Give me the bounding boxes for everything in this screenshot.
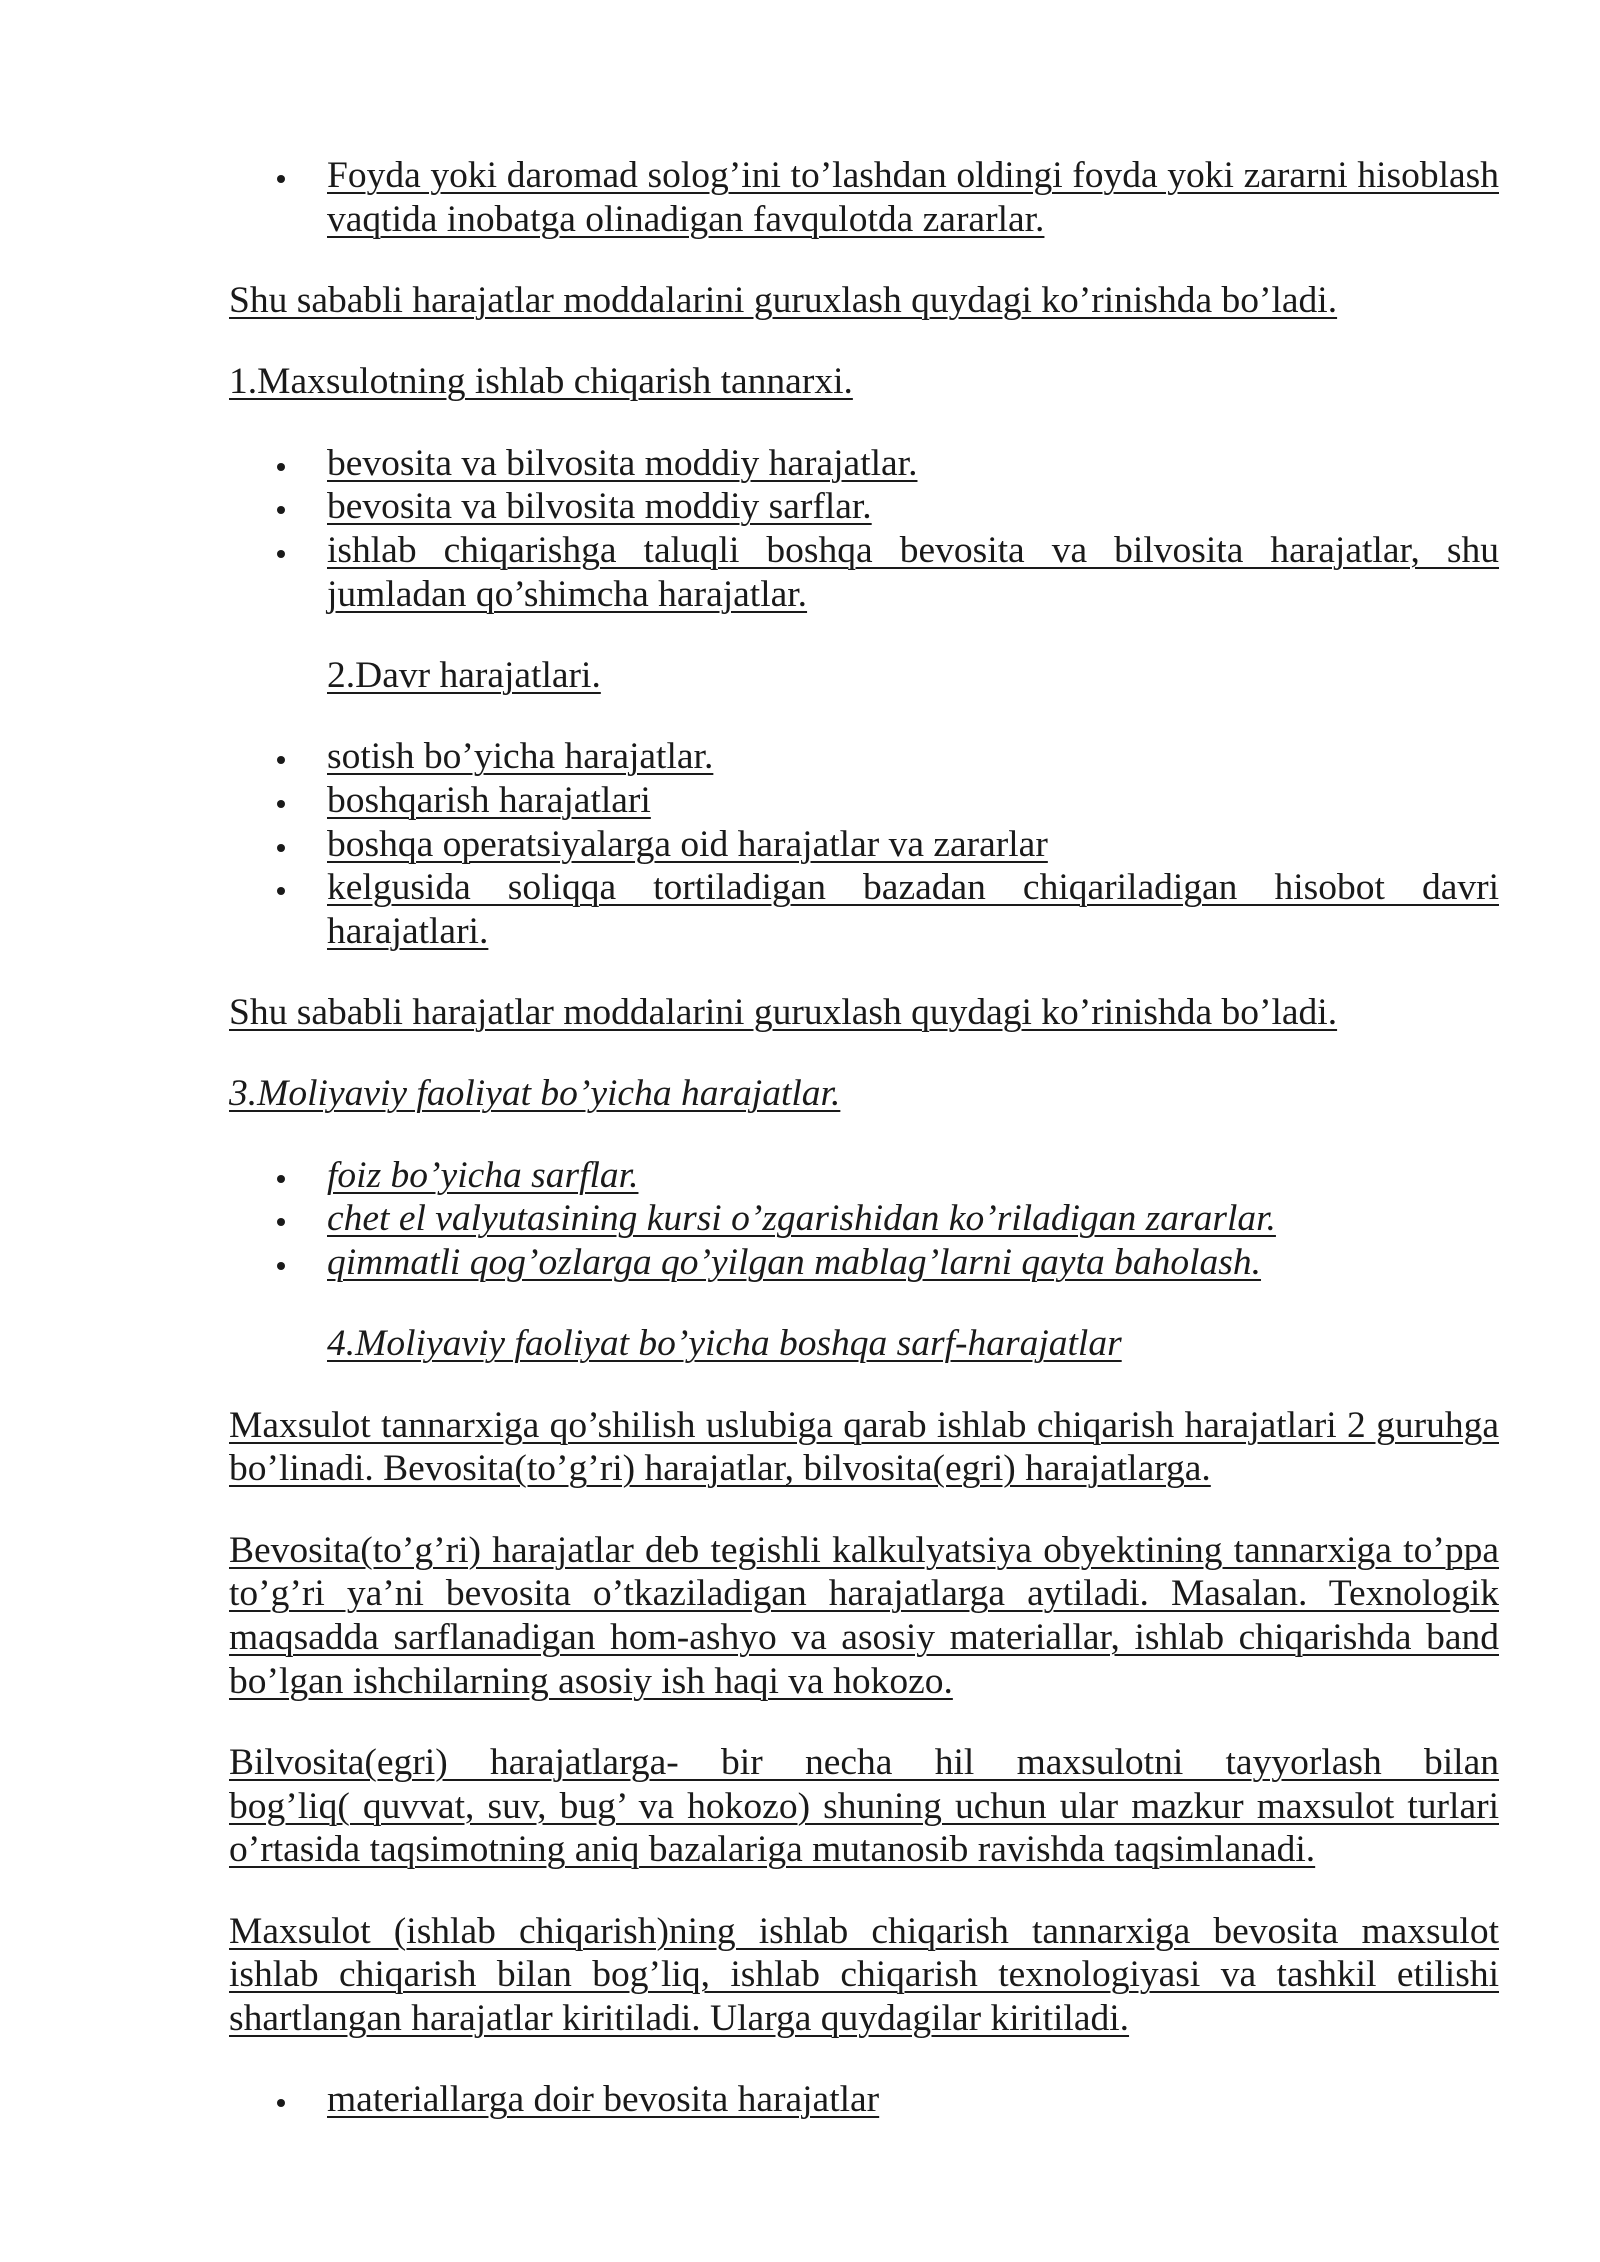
bullet-line: foiz bo’yicha sarflar. — [327, 1154, 639, 1196]
bullet-item — [327, 485, 1499, 529]
paragraph-line: maqsadda sarflanadigan hom-ashyo va asosiy materiallar, ishlab chiqarishda band — [229, 1617, 1499, 1659]
paragraph-line: Maxsulot tannarxiga qo’shilish uslubiga qarab ishlab chiqarish harajatlari 2 guruhga — [229, 1404, 1499, 1446]
bullet-dot — [277, 1175, 285, 1183]
bullet-line: kelgusida soliqqa tortiladigan bazadan chiqariladigan hisobot davri — [327, 867, 1499, 909]
bullet-line: sotish bo’yicha harajatlar. — [327, 736, 714, 778]
bullet-dot — [277, 463, 285, 471]
bullet-dot — [277, 800, 285, 808]
bullet-line: vaqtida inobatga olinadigan favqulotda zararlar. — [327, 198, 1045, 240]
bullet-line: materiallarga doir bevosita harajatlar — [327, 2079, 880, 2121]
bullet-list — [0, 2078, 1600, 2122]
bullet-item — [327, 823, 1499, 867]
bullet-dot — [277, 1218, 285, 1226]
bullet-item — [327, 529, 1499, 616]
bullet-dot — [277, 550, 285, 558]
bullet-line: boshqa operatsiyalarga oid harajatlar va zararlar — [327, 823, 1048, 865]
paragraph — [229, 991, 1499, 1035]
paragraph-line: bog’liq( quvvat, suv, bug’ va hokozo) shuning uchun ular mazkur maxsulot turlari — [229, 1785, 1499, 1827]
section-2-heading: 2.Davr harajatlari. — [327, 654, 601, 696]
section-4-heading: 4.Moliyaviy faoliyat bo’yicha boshqa sarf-harajatlar — [327, 1323, 1122, 1365]
bullet-list — [0, 154, 1600, 241]
bullet-dot — [277, 1262, 285, 1270]
bullet-dot — [277, 887, 285, 895]
section-1-heading: 1.Maxsulotning ishlab chiqarish tannarxi. — [229, 361, 853, 403]
paragraph — [229, 1741, 1499, 1872]
document-page — [0, 154, 1600, 2160]
paragraph-line: bo’linadi. Bevosita(to’g’ri) harajatlar, bilvosita(egri) harajatlarga. — [229, 1448, 1211, 1490]
paragraph-line: shartlangan harajatlar kiritiladi. Ularga quydagilar kiritiladi. — [229, 1997, 1130, 2039]
bullet-line: harajatlari. — [327, 910, 489, 952]
paragraph — [229, 1529, 1499, 1703]
bullet-item — [327, 154, 1499, 241]
bullet-dot — [277, 844, 285, 852]
bullet-line: bevosita va bilvosita moddiy harajatlar. — [327, 442, 918, 484]
paragraph-line: Shu sababli harajatlar moddalarini guruxlash quydagi ko’rinishda bo’ladi. — [229, 279, 1338, 321]
bullet-list — [0, 735, 1600, 953]
paragraph — [229, 1910, 1499, 2041]
bullet-line: qimmatli qog’ozlarga qo’yilgan mablag’larni qayta baholash. — [327, 1242, 1262, 1284]
bullet-item — [327, 1197, 1499, 1241]
paragraph-line: Maxsulot (ishlab chiqarish)ning ishlab chiqarish tannarxiga bevosita maxsulot — [229, 1910, 1499, 1952]
section-heading — [229, 360, 1499, 404]
bullet-line: bevosita va bilvosita moddiy sarflar. — [327, 486, 872, 528]
paragraph-line: Bilvosita(egri) harajatlarga- bir necha hil maxsulotni tayyorlash bilan — [229, 1742, 1499, 1783]
bullet-line: chet el valyutasining kursi o’zgarishidan ko’riladigan zararlar. — [327, 1198, 1276, 1240]
paragraph-line: Bevosita(to’g’ri) harajatlar deb tegishli kalkulyatsiya obyektining tannarxiga to’ppa — [229, 1529, 1499, 1571]
section-heading — [327, 1322, 1499, 1366]
paragraph-line: ishlab chiqarish bilan bog’liq, ishlab chiqarish texnologiyasi va tashkil etilishi — [229, 1954, 1499, 1996]
bullet-item — [327, 1154, 1499, 1198]
paragraph-line: o’rtasida taqsimotning aniq bazalariga mutanosib ravishda taqsimlanadi. — [229, 1829, 1316, 1871]
section-heading — [327, 654, 1499, 698]
bullet-line: ishlab chiqarishga taluqli boshqa bevosita va bilvosita harajatlar, shu — [327, 529, 1499, 571]
bullet-list — [0, 442, 1600, 616]
paragraph — [229, 1404, 1499, 1491]
paragraph — [229, 279, 1499, 323]
bullet-dot — [277, 175, 285, 183]
bullet-item — [327, 1241, 1499, 1285]
bullet-list — [0, 1154, 1600, 1285]
bullet-item — [327, 2078, 1499, 2122]
bullet-line: Foyda yoki daromad solog’ini to’lashdan oldingi foyda yoki zararni hisoblash — [327, 155, 1499, 196]
section-heading — [229, 1072, 1499, 1116]
bullet-dot — [277, 2099, 285, 2107]
bullet-item — [327, 442, 1499, 486]
bullet-dot — [277, 756, 285, 764]
bullet-item — [327, 779, 1499, 823]
bullet-line: jumladan qo’shimcha harajatlar. — [327, 573, 808, 615]
section-3-heading: 3.Moliyaviy faoliyat bo’yicha harajatlar. — [229, 1073, 841, 1115]
bullet-item — [327, 735, 1499, 779]
bullet-dot — [277, 506, 285, 514]
bullet-line: boshqarish harajatlari — [327, 779, 651, 821]
paragraph-line: Shu sababli harajatlar moddalarini guruxlash quydagi ko’rinishda bo’ladi. — [229, 992, 1338, 1034]
paragraph-line: bo’lgan ishchilarning asosiy ish haqi va hokozo. — [229, 1660, 953, 1702]
bullet-item — [327, 866, 1499, 953]
paragraph-line: to’g’ri ya’ni bevosita o’tkaziladigan harajatlarga aytiladi. Masalan. Texnologik — [229, 1573, 1499, 1615]
